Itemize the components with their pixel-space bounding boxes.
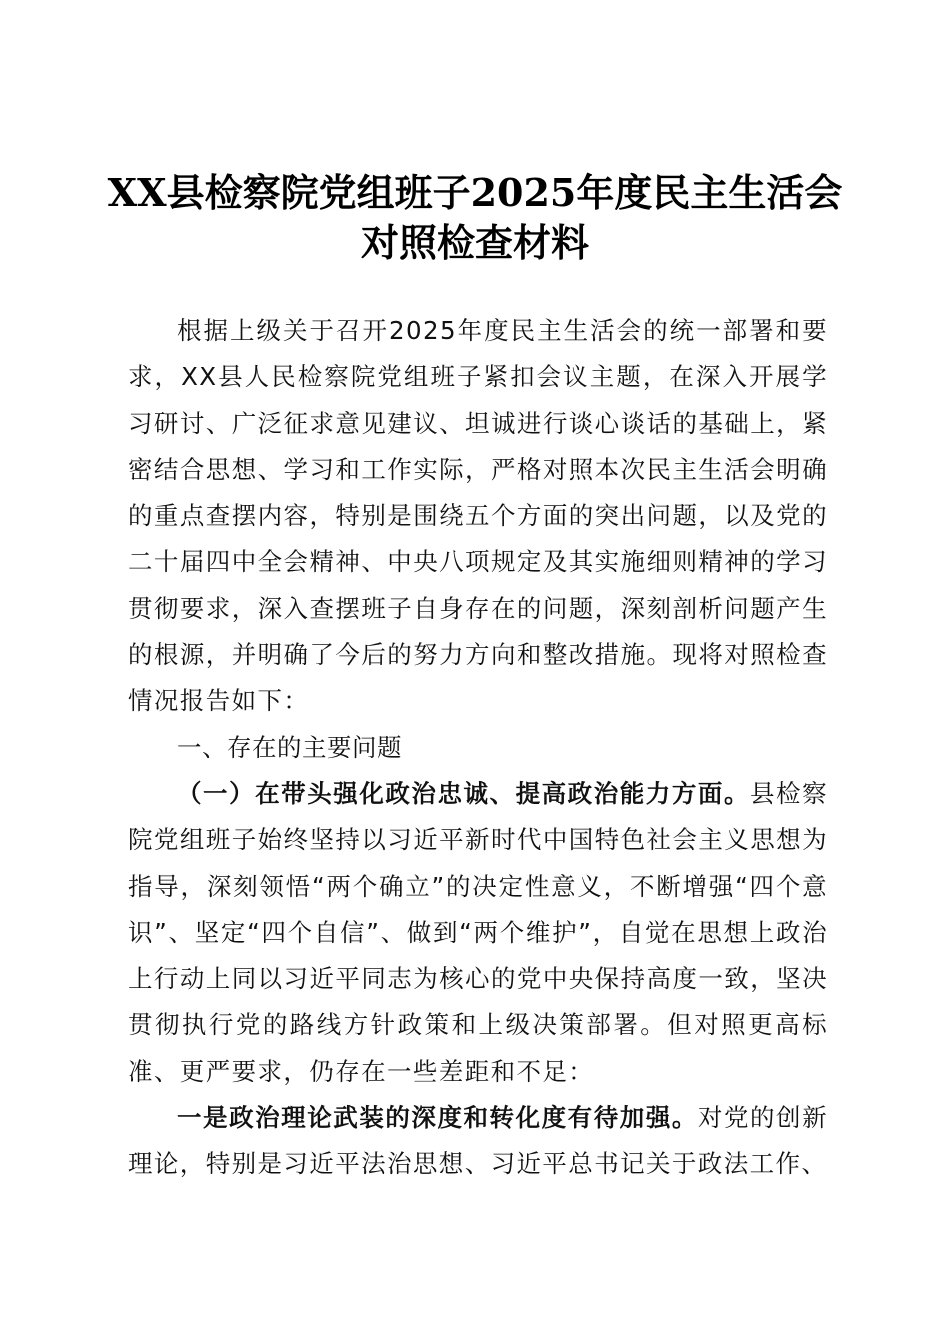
point-text: 对党的创新理论，特别是习近平法治思想、习近平总书记关于政法工作、 — [128, 1103, 829, 1179]
subsection-lead: （一）在带头强化政治忠诚、提高政治能力方面。 — [177, 778, 750, 808]
subsection-paragraph — [128, 771, 828, 1095]
subsection-text: 县检察院党组班子始终坚持以习近平新时代中国特色社会主义思想为指导，深刻领悟“两个确立”的决定性意义，不断增强“四个意识”、坚定“四个自信”、做到“两个维护”，自觉在思想上政治上行动上同以习近平同志为核心的党中央保持高度一致，坚决贯彻执行党的路线方针政策和上级决策部署。但对照更高标准、更严要求，仍存在一些差距和不足： — [128, 778, 828, 1086]
intro-paragraph: 根据上级关于召开2025年度民主生活会的统一部署和要求，XX县人民检察院党组班子紧扣会议主题，在深入开展学习研讨、广泛征求意见建议、坦诚进行谈心谈话的基础上，紧密结合思想、学习和工作实际，严格对照本次民主生活会明确的重点查摆内容，特别是围绕五个方面的突出问题，以及党的二十届四中全会精神、中央八项规定及其实施细则精神的学习贯彻要求，深入查摆班子自身存在的问题，深刻剖析问题产生的根源，并明确了今后的努力方向和整改措施。现将对照检查情况报告如下： — [128, 316, 828, 716]
document-title: XX县检察院党组班子2025年度民主生活会对照检查材料 — [107, 170, 843, 265]
point-paragraph — [128, 1095, 828, 1188]
point-lead: 一是政治理论武装的深度和转化度有待加强。 — [177, 1103, 698, 1133]
document-body — [128, 308, 828, 1188]
section-heading: 一、存在的主要问题 — [177, 732, 402, 762]
